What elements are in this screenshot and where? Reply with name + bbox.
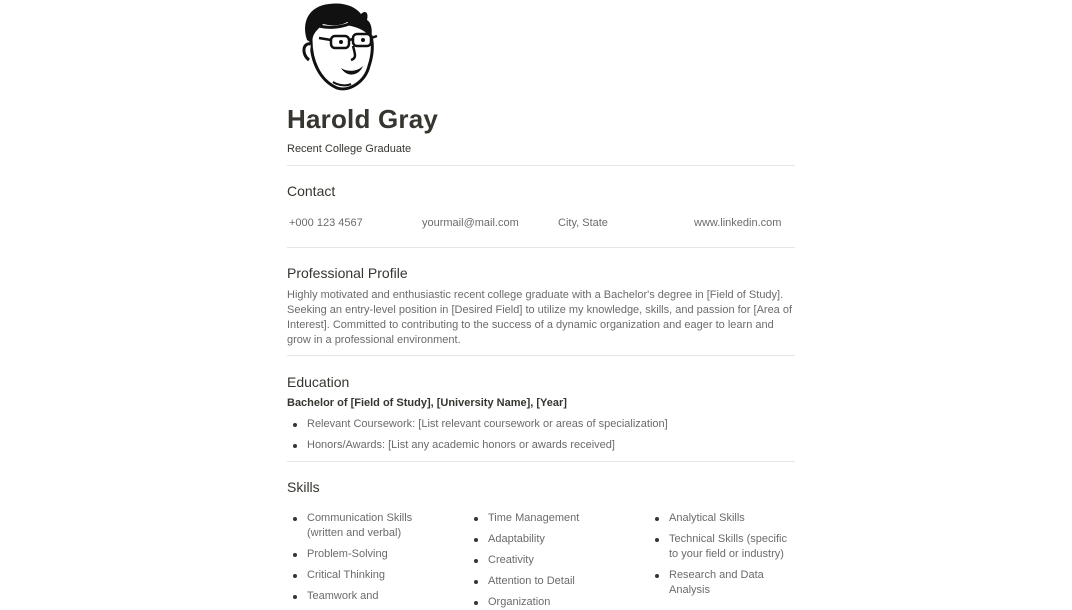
divider bbox=[287, 355, 795, 356]
page-title: Harold Gray bbox=[287, 104, 439, 134]
profile-text: Highly motivated and enthusiastic recent college graduate with a Bachelor's degree in [Field of Study]. Seeking an entry-level position in [Desired Field] to utilize my knowledge, skills, and passion for [Area of Interest]. Committed to contributing to the success of a dynamic organization and eager to learn and grow in a professional environment. bbox=[287, 289, 793, 346]
contact-phone: +000 123 4567 bbox=[289, 217, 363, 229]
list-item: Analytical Skills bbox=[669, 511, 794, 526]
contact-location: City, State bbox=[558, 217, 608, 229]
list-item: Technical Skills (specific to your field or industry) bbox=[669, 532, 794, 562]
list-item: Honors/Awards: [List any academic honors or awards received] bbox=[307, 438, 787, 453]
section-title-contact: Contact bbox=[287, 183, 336, 199]
subtitle: Recent College Graduate bbox=[287, 143, 412, 155]
avatar bbox=[293, 0, 383, 92]
contact-website[interactable]: www.linkedin.com bbox=[694, 217, 782, 229]
list-item: Adaptability bbox=[488, 532, 613, 547]
bullet-icon bbox=[655, 538, 659, 542]
bullet-icon bbox=[293, 517, 297, 521]
list-item: Time Management bbox=[488, 511, 613, 526]
bullet-icon bbox=[293, 574, 297, 578]
bullet-icon bbox=[655, 517, 659, 521]
bullet-icon bbox=[474, 601, 478, 605]
list-item: Problem-Solving bbox=[307, 547, 432, 562]
section-title-skills: Skills bbox=[287, 479, 320, 495]
section-title-education: Education bbox=[287, 374, 350, 390]
bullet-icon bbox=[474, 517, 478, 521]
bullet-icon bbox=[474, 559, 478, 563]
bullet-icon bbox=[474, 580, 478, 584]
list-item: Communication Skills (written and verbal) bbox=[307, 511, 432, 541]
bullet-icon bbox=[293, 423, 297, 427]
list-item: Relevant Coursework: [List relevant coursework or areas of specialization] bbox=[307, 417, 787, 432]
bullet-icon bbox=[655, 574, 659, 578]
bullet-icon bbox=[474, 538, 478, 542]
list-item: Research and Data Analysis bbox=[669, 568, 794, 598]
bullet-icon bbox=[293, 595, 297, 599]
contact-email[interactable]: yourmail@mail.com bbox=[422, 217, 519, 229]
section-title-profile: Professional Profile bbox=[287, 265, 408, 281]
bullet-icon bbox=[293, 444, 297, 448]
cartoon-face-with-glasses-icon bbox=[293, 0, 383, 92]
education-degree: Bachelor of [Field of Study], [University Name], [Year] bbox=[287, 397, 567, 409]
divider bbox=[287, 461, 795, 462]
bullet-icon bbox=[293, 553, 297, 557]
list-item: Attention to Detail bbox=[488, 574, 613, 589]
divider bbox=[287, 165, 795, 166]
list-item: Organization bbox=[488, 595, 613, 610]
list-item: Teamwork and bbox=[307, 589, 432, 604]
list-item: Creativity bbox=[488, 553, 613, 568]
list-item: Critical Thinking bbox=[307, 568, 432, 583]
divider bbox=[287, 247, 795, 248]
